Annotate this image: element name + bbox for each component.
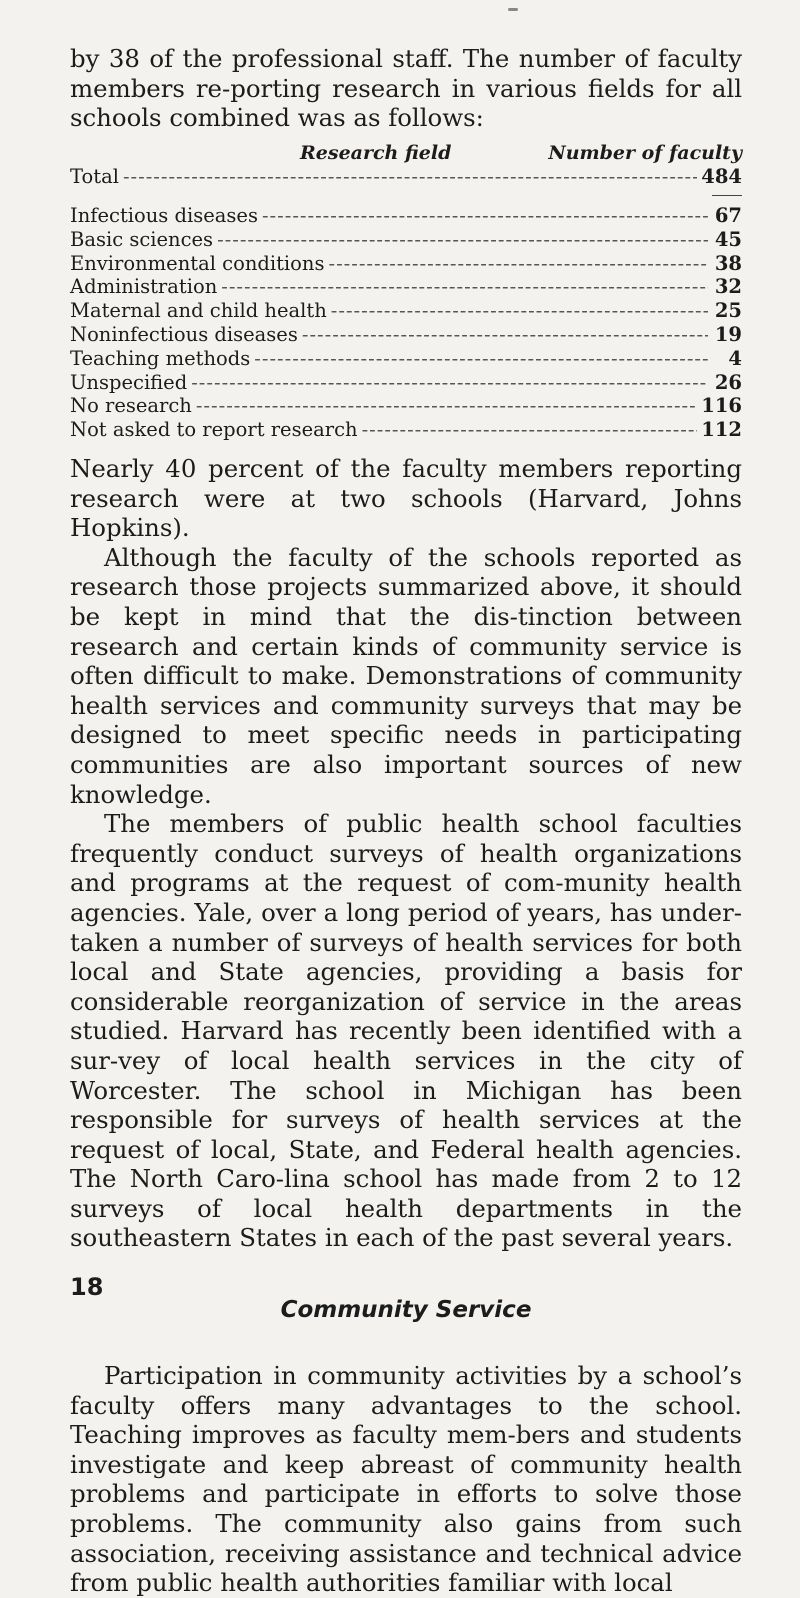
row-value: 38 <box>714 251 742 275</box>
section-heading: Community Service <box>280 1297 532 1324</box>
leader-dots <box>302 323 708 347</box>
leader-dots <box>262 204 708 228</box>
table-header <box>70 141 742 165</box>
row-label: Teaching methods <box>70 346 251 370</box>
body-paragraph: The members of public health school faculties frequently conduct surveys of health organizations and programs at the request of com-munity health agencies. Yale, over a long period of years, has under-taken a number of surveys of health services for both local and State agencies, providing a basis for considerable reorganization of service in the areas studied. Harvard has recently been identified with a sur-vey of local health services in the city of Worcester. The school in Michigan has been responsible for surveys of health services at the request of local, State, and Federal health agencies. The North Caro-lina school has made from 2 to 12 surveys of local health departments in the southeastern States in each of the past several years. <box>70 809 742 1253</box>
section-paragraph: Participation in community activities by a school’s faculty offers many advantages to the school. Teaching improves as faculty mem-bers and students investigate and keep abreast of community health problems and participate in efforts to solve those problems. The community also gains from such association, receiving assistance and technical advice from public health authorities familiar with local <box>70 1361 742 1598</box>
table-row <box>70 204 742 228</box>
row-label: Not asked to report research <box>70 418 358 442</box>
print-mark <box>508 8 518 11</box>
row-value: 25 <box>714 299 742 323</box>
research-field-table <box>70 141 742 442</box>
row-value: 32 <box>714 275 742 299</box>
leader-dots <box>331 299 708 323</box>
table-row <box>70 299 742 323</box>
row-value: 116 <box>701 394 742 418</box>
leader-dots <box>328 252 708 276</box>
row-value: 4 <box>728 346 742 370</box>
leader-dots <box>221 275 708 299</box>
row-label: Basic sciences <box>70 227 214 251</box>
row-value: 112 <box>701 418 742 442</box>
table-row <box>70 228 742 252</box>
leader-dots <box>196 394 697 418</box>
leader-dots <box>191 371 708 395</box>
table-row <box>70 371 742 395</box>
table-row <box>70 347 742 371</box>
leader-dots <box>123 165 697 189</box>
row-label: Environmental conditions <box>70 251 325 275</box>
table-row <box>70 418 742 442</box>
page-number: 18 <box>70 1273 104 1301</box>
row-value: 26 <box>714 370 742 394</box>
leader-dots <box>362 418 698 442</box>
row-label: Infectious diseases <box>70 204 258 228</box>
row-value: 67 <box>714 204 742 228</box>
leader-dots <box>254 347 708 371</box>
body-paragraph: Although the faculty of the schools reported as research those projects summarized above, it should be kept in mind that the dis-tinction between research and certain kinds of community service is often difficult to make. Demonstrations of community health services and community surveys that may be designed to meet specific needs in participating communities are also important sources of new knowledge. <box>70 542 742 809</box>
table-row <box>70 252 742 276</box>
table-row <box>70 394 742 418</box>
row-label: Administration <box>70 275 218 299</box>
row-value: 45 <box>714 227 742 251</box>
row-value: 484 <box>701 164 742 188</box>
leader-dots <box>217 228 708 252</box>
table-row <box>70 323 742 347</box>
table-row <box>70 275 742 299</box>
body-paragraph: Nearly 40 percent of the faculty members reporting research were at two schools (Harvard, Johns Hopkins). <box>70 454 742 543</box>
row-label: Total <box>70 164 119 188</box>
column-header-field: Research field <box>300 141 452 164</box>
row-label: No research <box>70 394 192 418</box>
intro-paragraph: by 38 of the professional staff. The number of faculty members re-porting research in various fields for all schools combined was as follows: <box>70 44 742 133</box>
column-header-count: Number of faculty <box>548 141 742 164</box>
row-label: Noninfectious diseases <box>70 323 298 347</box>
row-label: Unspecified <box>70 370 188 394</box>
row-value: 19 <box>714 323 742 347</box>
table-row-total <box>70 165 742 189</box>
total-rule <box>712 195 742 197</box>
row-label: Maternal and child health <box>70 299 327 323</box>
